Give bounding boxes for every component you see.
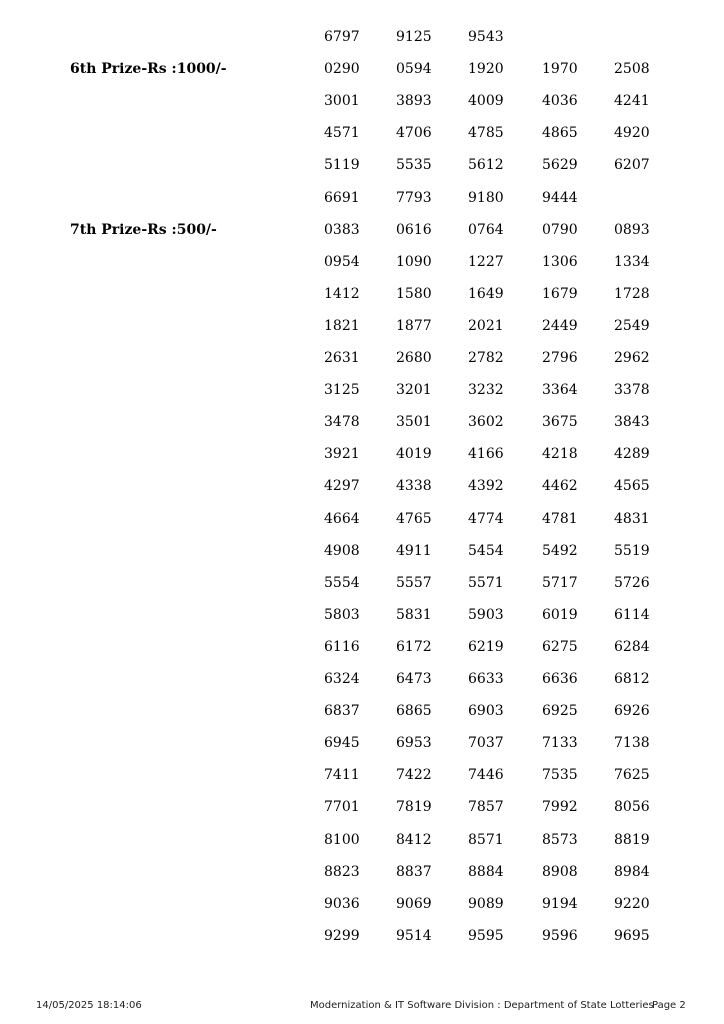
ticket-number: 8908 (542, 863, 578, 880)
ticket-number: 4911 (396, 542, 432, 559)
ticket-number: 3001 (324, 93, 360, 110)
ticket-number: 5535 (396, 157, 432, 174)
ticket-number: 4297 (324, 478, 360, 495)
ticket-number: 6903 (468, 703, 504, 720)
ticket-number: 3843 (614, 414, 650, 431)
ticket-number: 9089 (468, 895, 504, 912)
ticket-number: 2782 (468, 350, 504, 366)
ticket-number: 6114 (614, 606, 650, 623)
ticket-number: 1821 (324, 317, 360, 334)
ticket-number: 9125 (396, 29, 432, 45)
ticket-number: 8100 (324, 831, 360, 848)
ticket-number: 9194 (542, 895, 578, 912)
result-row (0, 91, 724, 111)
ticket-number: 0594 (396, 61, 432, 78)
ticket-number: 1920 (468, 61, 504, 78)
ticket-number: 6945 (324, 735, 360, 752)
ticket-number: 2796 (542, 350, 578, 366)
ticket-number: 6207 (614, 157, 650, 174)
ticket-number: 7992 (542, 799, 578, 816)
result-row (0, 284, 724, 304)
ticket-number: 3125 (324, 382, 360, 399)
ticket-number: 1412 (324, 285, 360, 302)
ticket-number: 3232 (468, 382, 504, 399)
ticket-number: 6019 (542, 606, 578, 623)
ticket-number: 4831 (614, 510, 650, 527)
result-row (0, 252, 724, 272)
ticket-number: 9596 (542, 927, 578, 944)
ticket-number: 2680 (396, 350, 432, 366)
ticket-number: 3602 (468, 414, 504, 431)
result-row (0, 765, 724, 785)
result-row (0, 926, 724, 946)
ticket-number: 0790 (542, 221, 578, 238)
result-row (0, 573, 724, 593)
ticket-number: 8823 (324, 863, 360, 880)
ticket-number: 7857 (468, 799, 504, 816)
ticket-number: 7535 (542, 767, 578, 784)
ticket-number: 7819 (396, 799, 432, 816)
result-row (0, 797, 724, 817)
ticket-number: 3501 (396, 414, 432, 431)
result-row (0, 123, 724, 143)
ticket-number: 2549 (614, 317, 650, 334)
ticket-number: 7446 (468, 767, 504, 784)
ticket-number: 1877 (396, 317, 432, 334)
ticket-number: 1679 (542, 285, 578, 302)
ticket-number: 4166 (468, 446, 504, 463)
ticket-number: 2962 (614, 350, 650, 366)
ticket-number: 3364 (542, 382, 578, 399)
ticket-number: 6633 (468, 671, 504, 687)
result-row (0, 348, 724, 368)
ticket-number: 4462 (542, 478, 578, 495)
ticket-number: 4706 (396, 125, 432, 142)
ticket-number: 5571 (468, 574, 504, 591)
print-datetime: 14/05/2025 18:14:06 (36, 1000, 142, 1011)
ticket-number: 7138 (614, 735, 650, 752)
prize-label: 7th Prize-Rs :500/- (70, 221, 217, 238)
ticket-number: 0954 (324, 253, 360, 270)
ticket-number: 8819 (614, 831, 650, 848)
ticket-number: 5492 (542, 542, 578, 559)
result-row (0, 476, 724, 496)
ticket-number: 5557 (396, 574, 432, 591)
ticket-number: 8056 (614, 799, 650, 816)
prize-label: 6th Prize-Rs :1000/- (70, 61, 227, 78)
ticket-number: 0616 (396, 221, 432, 238)
ticket-number: 2021 (468, 317, 504, 334)
footer-division: Modernization & IT Software Division : Department of State Lotteries (310, 1000, 654, 1011)
ticket-number: 3921 (324, 446, 360, 463)
ticket-number: 5119 (324, 157, 360, 174)
ticket-number: 3378 (614, 382, 650, 399)
result-row (0, 701, 724, 721)
ticket-number: 2508 (614, 61, 650, 78)
ticket-number: 1580 (396, 285, 432, 302)
ticket-number: 9595 (468, 927, 504, 944)
ticket-number: 6953 (396, 735, 432, 752)
ticket-number: 4565 (614, 478, 650, 495)
ticket-number: 4019 (396, 446, 432, 463)
ticket-number: 7411 (324, 767, 360, 784)
ticket-number: 4036 (542, 93, 578, 110)
ticket-number: 6284 (614, 638, 650, 655)
ticket-number: 0290 (324, 61, 360, 78)
ticket-number: 5554 (324, 574, 360, 591)
ticket-number: 4009 (468, 93, 504, 110)
ticket-number: 4571 (324, 125, 360, 142)
ticket-number: 9036 (324, 895, 360, 912)
ticket-number: 4289 (614, 446, 650, 463)
ticket-number: 8837 (396, 863, 432, 880)
result-row (0, 541, 724, 561)
ticket-number: 7422 (396, 767, 432, 784)
ticket-number: 6219 (468, 638, 504, 655)
result-row (0, 894, 724, 914)
ticket-number: 4781 (542, 510, 578, 527)
result-row (0, 669, 724, 689)
ticket-number: 6116 (324, 638, 360, 655)
ticket-number: 5803 (324, 606, 360, 623)
ticket-number: 8412 (396, 831, 432, 848)
ticket-number: 6865 (396, 703, 432, 720)
ticket-number: 6473 (396, 671, 432, 687)
ticket-number: 1090 (396, 253, 432, 270)
ticket-number: 3201 (396, 382, 432, 399)
result-row (0, 862, 724, 882)
ticket-number: 9069 (396, 895, 432, 912)
ticket-number: 4664 (324, 510, 360, 527)
ticket-number: 9299 (324, 927, 360, 944)
ticket-number: 1334 (614, 253, 650, 270)
ticket-number: 4774 (468, 510, 504, 527)
result-row (0, 188, 724, 208)
ticket-number: 4908 (324, 542, 360, 559)
ticket-number: 6926 (614, 703, 650, 720)
ticket-number: 4218 (542, 446, 578, 463)
ticket-number: 5831 (396, 606, 432, 623)
ticket-number: 4920 (614, 125, 650, 142)
ticket-number: 6636 (542, 671, 578, 687)
ticket-number: 9543 (468, 29, 504, 45)
ticket-number: 1227 (468, 253, 504, 270)
result-row (0, 830, 724, 850)
result-row (0, 59, 724, 79)
ticket-number: 4338 (396, 478, 432, 495)
ticket-number: 5717 (542, 574, 578, 591)
ticket-number: 6925 (542, 703, 578, 720)
ticket-number: 6691 (324, 189, 360, 206)
page-number: Page 2 (652, 1000, 686, 1011)
ticket-number: 9444 (542, 189, 578, 206)
ticket-number: 7701 (324, 799, 360, 816)
ticket-number: 8573 (542, 831, 578, 848)
result-row (0, 380, 724, 400)
ticket-number: 6275 (542, 638, 578, 655)
ticket-number: 1306 (542, 253, 578, 270)
ticket-number: 0764 (468, 221, 504, 238)
ticket-number: 5454 (468, 542, 504, 559)
ticket-number: 5629 (542, 157, 578, 174)
result-row (0, 412, 724, 432)
ticket-number: 5726 (614, 574, 650, 591)
result-row (0, 220, 724, 240)
ticket-number: 4785 (468, 125, 504, 142)
result-row (0, 27, 724, 47)
result-row (0, 605, 724, 625)
ticket-number: 7037 (468, 735, 504, 752)
ticket-number: 9514 (396, 927, 432, 944)
ticket-number: 1970 (542, 61, 578, 78)
ticket-number: 8571 (468, 831, 504, 848)
ticket-number: 9220 (614, 895, 650, 912)
ticket-number: 3675 (542, 414, 578, 431)
ticket-number: 5612 (468, 157, 504, 174)
ticket-number: 5519 (614, 542, 650, 559)
ticket-number: 7625 (614, 767, 650, 784)
page-footer (0, 998, 724, 1014)
result-row (0, 444, 724, 464)
result-row (0, 155, 724, 175)
ticket-number: 5903 (468, 606, 504, 623)
ticket-number: 8984 (614, 863, 650, 880)
ticket-number: 2631 (324, 350, 360, 366)
ticket-number: 6812 (614, 671, 650, 687)
ticket-number: 9180 (468, 189, 504, 206)
ticket-number: 1728 (614, 285, 650, 302)
ticket-number: 3893 (396, 93, 432, 110)
ticket-number: 3478 (324, 414, 360, 431)
ticket-number: 0893 (614, 221, 650, 238)
result-row (0, 509, 724, 529)
ticket-number: 8884 (468, 863, 504, 880)
ticket-number: 0383 (324, 221, 360, 238)
result-row (0, 316, 724, 336)
ticket-number: 7793 (396, 189, 432, 206)
ticket-number: 4865 (542, 125, 578, 142)
ticket-number: 4392 (468, 478, 504, 495)
ticket-number: 7133 (542, 735, 578, 752)
result-row (0, 733, 724, 753)
ticket-number: 1649 (468, 285, 504, 302)
ticket-number: 6324 (324, 671, 360, 687)
ticket-number: 6797 (324, 29, 360, 45)
ticket-number: 4241 (614, 93, 650, 110)
ticket-number: 9695 (614, 927, 650, 944)
ticket-number: 4765 (396, 510, 432, 527)
result-row (0, 637, 724, 657)
ticket-number: 6837 (324, 703, 360, 720)
ticket-number: 2449 (542, 317, 578, 334)
ticket-number: 6172 (396, 638, 432, 655)
